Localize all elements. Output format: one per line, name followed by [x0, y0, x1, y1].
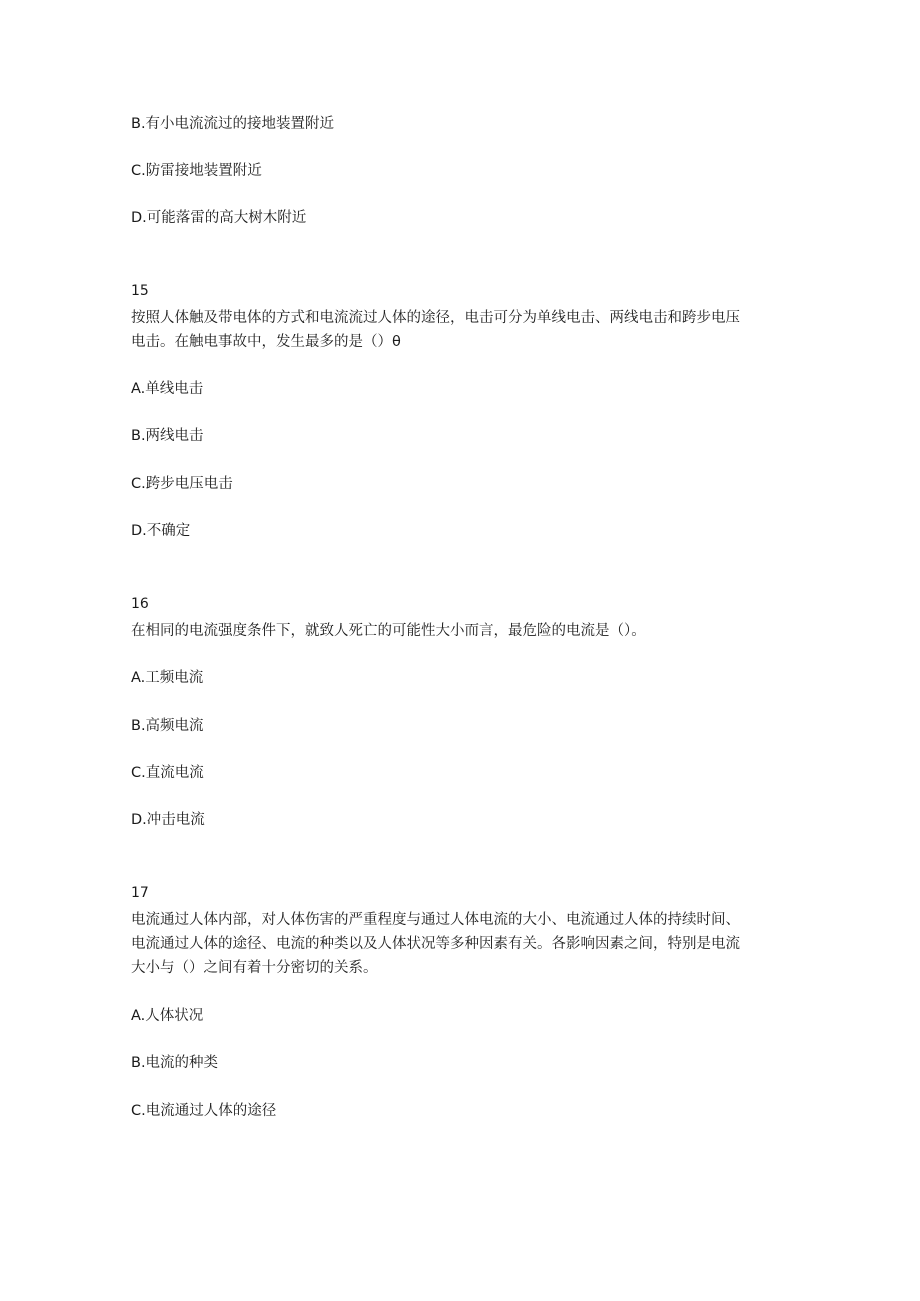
q17-option-a: A.人体状况 [131, 1008, 204, 1024]
q17-stem-line: 大小与（）之间有着十分密切的关系。 [131, 960, 378, 976]
q16-option-d: D.冲击电流 [131, 812, 205, 828]
q15-stem-line: 电击。在触电事故中，发生最多的是（）θ [131, 334, 401, 350]
q16-option-c: C.直流电流 [131, 765, 204, 781]
q16-number: 16 [131, 596, 149, 612]
q14-option-c: C.防雷接地装置附近 [131, 163, 262, 179]
q14-option-b: B.有小电流流过的接地装置附近 [131, 116, 335, 132]
q15-option-c: C.跨步电压电击 [131, 476, 233, 492]
q17-stem [131, 908, 791, 980]
q17-stem-line: 电流通过人体的途径、电流的种类以及人体状况等多种因素有关。各影响因素之间，特别是电流 [131, 936, 740, 952]
q17-option-c: C.电流通过人体的途径 [131, 1103, 277, 1119]
q15-option-b: B.两线电击 [131, 428, 204, 444]
q16-option-a: A.工频电流 [131, 670, 204, 686]
q16-stem-line: 在相同的电流强度条件下，就致人死亡的可能性大小而言，最危险的电流是（）。 [131, 623, 646, 639]
q16-option-b: B.高频电流 [131, 718, 204, 734]
q15-option-a: A.单线电击 [131, 381, 204, 397]
q15-option-d: D.不确定 [131, 523, 191, 539]
q17-stem-line: 电流通过人体内部，对人体伤害的严重程度与通过人体电流的大小、电流通过人体的持续时间、 [131, 912, 740, 928]
q15-stem [131, 306, 791, 354]
q16-stem [131, 619, 791, 643]
q14-option-d: D.可能落雷的高大树木附近 [131, 210, 307, 226]
q15-stem-line: 按照人体触及带电体的方式和电流流过人体的途径，电击可分为单线电击、两线电击和跨步电压 [131, 310, 740, 326]
q17-number: 17 [131, 885, 149, 901]
q17-option-b: B.电流的种类 [131, 1055, 219, 1071]
q15-number: 15 [131, 283, 149, 299]
